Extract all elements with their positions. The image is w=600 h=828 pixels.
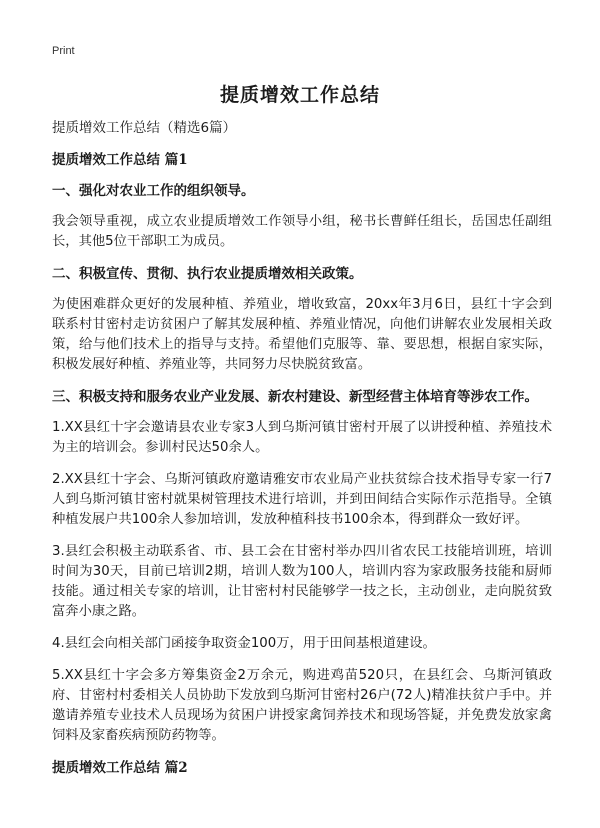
- print-label: Print: [52, 45, 75, 57]
- document-subtitle: 提质增效工作总结（精选6篇）: [52, 120, 237, 136]
- document-title: 提质增效工作总结: [219, 84, 380, 106]
- heading-2: 二、积极宣传、贯彻、执行农业提质增效相关政策。: [52, 266, 363, 282]
- document-body: [52, 118, 552, 789]
- list-item-1: 1.XX县红十字会邀请县农业专家3人到乌斯河镇甘密村开展了以讲授种植、养殖技术为主的培训会。参训村民达50余人。: [52, 420, 552, 455]
- section-heading-2: 提质增效工作总结 篇2: [52, 760, 188, 776]
- section-heading-1: 提质增效工作总结 篇1: [52, 152, 188, 168]
- list-item-3: 3.县红会积极主动联系省、市、县工会在甘密村举办四川省农民工技能培训班，培训时间为30天，目前已培训2期，培训人数为100人，培训内容为家政服务技能和厨师技能。通过相关专家的培训，让甘密村村民能够学一技之长，主动创业，走向脱贫致富奔小康之路。: [52, 544, 552, 619]
- paragraph-1: 我会领导重视，成立农业提质增效工作领导小组，秘书长曹鲜任组长，岳国忠任副组长，其他5位干部职工为成员。: [52, 214, 552, 249]
- heading-1: 一、强化对农业工作的组织领导。: [52, 183, 255, 199]
- heading-3: 三、积极支持和服务农业产业发展、新农村建设、新型经营主体培育等涉农工作。: [52, 389, 538, 405]
- list-item-5: 5.XX县红十字会多方筹集资金2万余元，购进鸡苗520只，在县红会、乌斯河镇政府、甘密村村委相关人员协助下发放到乌斯河甘密村26户(72人)精准扶贫户手中。并邀请养殖专业技术人员现场为贫困户讲授家禽饲养技术和现场答疑，并免费发放家禽饲料及家畜疾病预防药物等。: [52, 668, 552, 743]
- list-item-4: 4.县红会向相关部门函接争取资金100万，用于田间基根道建设。: [52, 636, 436, 651]
- paragraph-2: 为使困难群众更好的发展种植、养殖业，增收致富，20xx年3月6日，县红十字会到联系村甘密村走访贫困户了解其发展种植、养殖业情况，向他们讲解农业发展相关政策，给与他们技术上的指导与支持。希望他们克服等、靠、要思想，根据自家实际，积极发展好种植、养殖业等，共同努力尽快脱贫致富。: [52, 297, 552, 372]
- list-item-2: 2.XX县红十字会、乌斯河镇政府邀请雅安市农业局产业扶贫综合技术指导专家一行7人到乌斯河镇甘密村就果树管理技术进行培训，并到田间结合实际作示范指导。全镇种植发展户共100余人参加培训，发放种植科技书100余本，得到群众一致好评。: [52, 472, 552, 527]
